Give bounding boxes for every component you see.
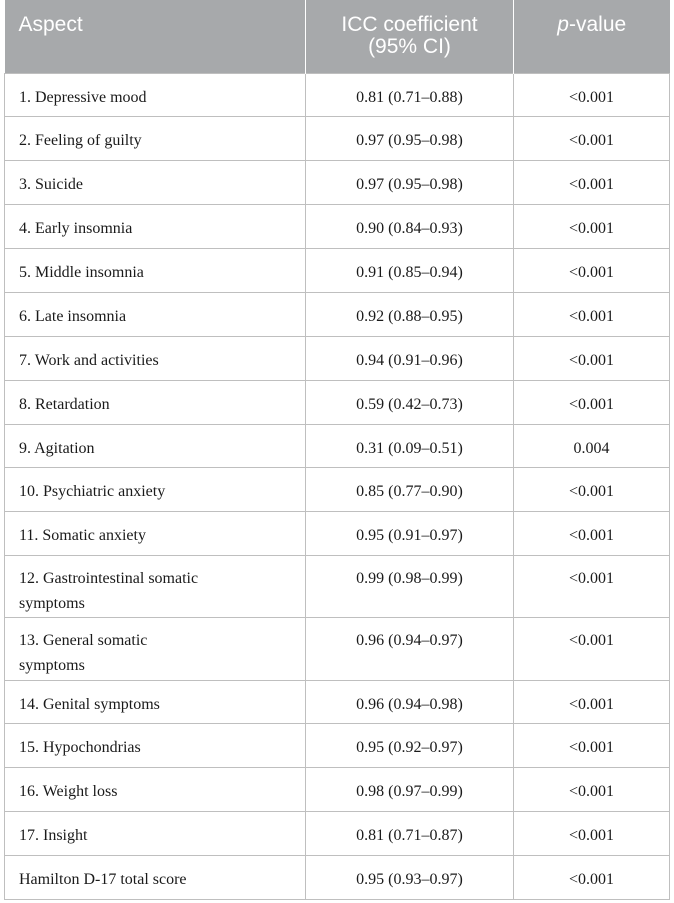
aspect-cell: 17. Insight bbox=[5, 812, 306, 856]
icc-cell: 0.98 (0.97–0.99) bbox=[306, 768, 514, 812]
aspect-line1: 12. Gastrointestinal somatic bbox=[19, 570, 199, 588]
aspect-cell: 15. Hypochondrias bbox=[5, 724, 306, 768]
p-value-cell: <0.001 bbox=[514, 768, 670, 812]
table-row bbox=[5, 292, 670, 336]
icc-cell: 0.92 (0.88–0.95) bbox=[306, 292, 514, 336]
icc-cell: 0.96 (0.94–0.97) bbox=[306, 618, 514, 680]
table-row bbox=[5, 512, 670, 556]
p-value-cell: <0.001 bbox=[514, 618, 670, 680]
aspect-cell: 4. Early insomnia bbox=[5, 205, 306, 249]
aspect-line1: 13. General somatic bbox=[19, 632, 148, 650]
p-value-cell: <0.001 bbox=[514, 117, 670, 161]
aspect-cell: 11. Somatic anxiety bbox=[5, 512, 306, 556]
table-row bbox=[5, 680, 670, 724]
table-row bbox=[5, 336, 670, 380]
table-row bbox=[5, 205, 670, 249]
icc-cell: 0.95 (0.93–0.97) bbox=[306, 856, 514, 900]
aspect-cell: 2. Feeling of guilty bbox=[5, 117, 306, 161]
p-value-cell: <0.001 bbox=[514, 292, 670, 336]
aspect-cell: 5. Middle insomnia bbox=[5, 249, 306, 293]
aspect-cell: 6. Late insomnia bbox=[5, 292, 306, 336]
icc-cell: 0.31 (0.09–0.51) bbox=[306, 424, 514, 468]
icc-cell: 0.59 (0.42–0.73) bbox=[306, 380, 514, 424]
icc-cell: 0.85 (0.77–0.90) bbox=[306, 468, 514, 512]
aspect-cell: 1. Depressive mood bbox=[5, 73, 306, 117]
p-value-cell: <0.001 bbox=[514, 812, 670, 856]
aspect-cell: 14. Genital symptoms bbox=[5, 680, 306, 724]
header-icc-line1: ICC coefficient bbox=[341, 13, 478, 36]
p-value-cell: <0.001 bbox=[514, 73, 670, 117]
aspect-cell: 8. Retardation bbox=[5, 380, 306, 424]
p-value-cell: <0.001 bbox=[514, 249, 670, 293]
p-value-cell: <0.001 bbox=[514, 680, 670, 724]
aspect-cell: 9. Agitation bbox=[5, 424, 306, 468]
table-row bbox=[5, 380, 670, 424]
icc-cell: 0.81 (0.71–0.88) bbox=[306, 73, 514, 117]
aspect-cell bbox=[5, 556, 306, 618]
table-row bbox=[5, 117, 670, 161]
table-row bbox=[5, 856, 670, 900]
p-value-cell: 0.004 bbox=[514, 424, 670, 468]
aspect-cell: 10. Psychiatric anxiety bbox=[5, 468, 306, 512]
p-value-cell: <0.001 bbox=[514, 468, 670, 512]
icc-cell: 0.97 (0.95–0.98) bbox=[306, 117, 514, 161]
p-value-cell: <0.001 bbox=[514, 161, 670, 205]
aspect-cell: Hamilton D-17 total score bbox=[5, 856, 306, 900]
p-value-cell: <0.001 bbox=[514, 380, 670, 424]
table-row bbox=[5, 468, 670, 512]
aspect-cell: 3. Suicide bbox=[5, 161, 306, 205]
header-p-value bbox=[514, 0, 670, 73]
p-value-cell: <0.001 bbox=[514, 724, 670, 768]
p-value-cell: <0.001 bbox=[514, 556, 670, 618]
icc-cell: 0.96 (0.94–0.98) bbox=[306, 680, 514, 724]
p-value-cell: <0.001 bbox=[514, 512, 670, 556]
table-row bbox=[5, 724, 670, 768]
table-row bbox=[5, 556, 670, 618]
icc-cell: 0.90 (0.84–0.93) bbox=[306, 205, 514, 249]
aspect-cell: 7. Work and activities bbox=[5, 336, 306, 380]
icc-cell: 0.91 (0.85–0.94) bbox=[306, 249, 514, 293]
icc-cell: 0.97 (0.95–0.98) bbox=[306, 161, 514, 205]
aspect-cell: 16. Weight loss bbox=[5, 768, 306, 812]
header-aspect-label: Aspect bbox=[18, 13, 83, 36]
icc-cell: 0.95 (0.91–0.97) bbox=[306, 512, 514, 556]
table-header bbox=[5, 0, 670, 73]
icc-cell: 0.94 (0.91–0.96) bbox=[306, 336, 514, 380]
header-icc bbox=[306, 0, 514, 73]
icc-cell: 0.81 (0.71–0.87) bbox=[306, 812, 514, 856]
aspect-line2: symptoms bbox=[19, 595, 85, 613]
aspect-cell bbox=[5, 618, 306, 680]
table-row bbox=[5, 424, 670, 468]
p-value-cell: <0.001 bbox=[514, 336, 670, 380]
table-row bbox=[5, 768, 670, 812]
icc-cell: 0.99 (0.98–0.99) bbox=[306, 556, 514, 618]
table-body bbox=[5, 73, 670, 900]
header-aspect bbox=[5, 0, 306, 73]
table-row bbox=[5, 161, 670, 205]
aspect-line2: symptoms bbox=[19, 657, 85, 675]
p-value-cell: <0.001 bbox=[514, 856, 670, 900]
table-row bbox=[5, 618, 670, 680]
header-p-rest: -value bbox=[568, 13, 627, 36]
p-value-cell: <0.001 bbox=[514, 205, 670, 249]
icc-cell: 0.95 (0.92–0.97) bbox=[306, 724, 514, 768]
table-row bbox=[5, 249, 670, 293]
table-row bbox=[5, 73, 670, 117]
table-row bbox=[5, 812, 670, 856]
header-row bbox=[5, 0, 670, 73]
header-icc-line2: (95% CI) bbox=[368, 35, 451, 58]
icc-table bbox=[4, 0, 670, 900]
header-p-italic: p bbox=[557, 13, 569, 36]
